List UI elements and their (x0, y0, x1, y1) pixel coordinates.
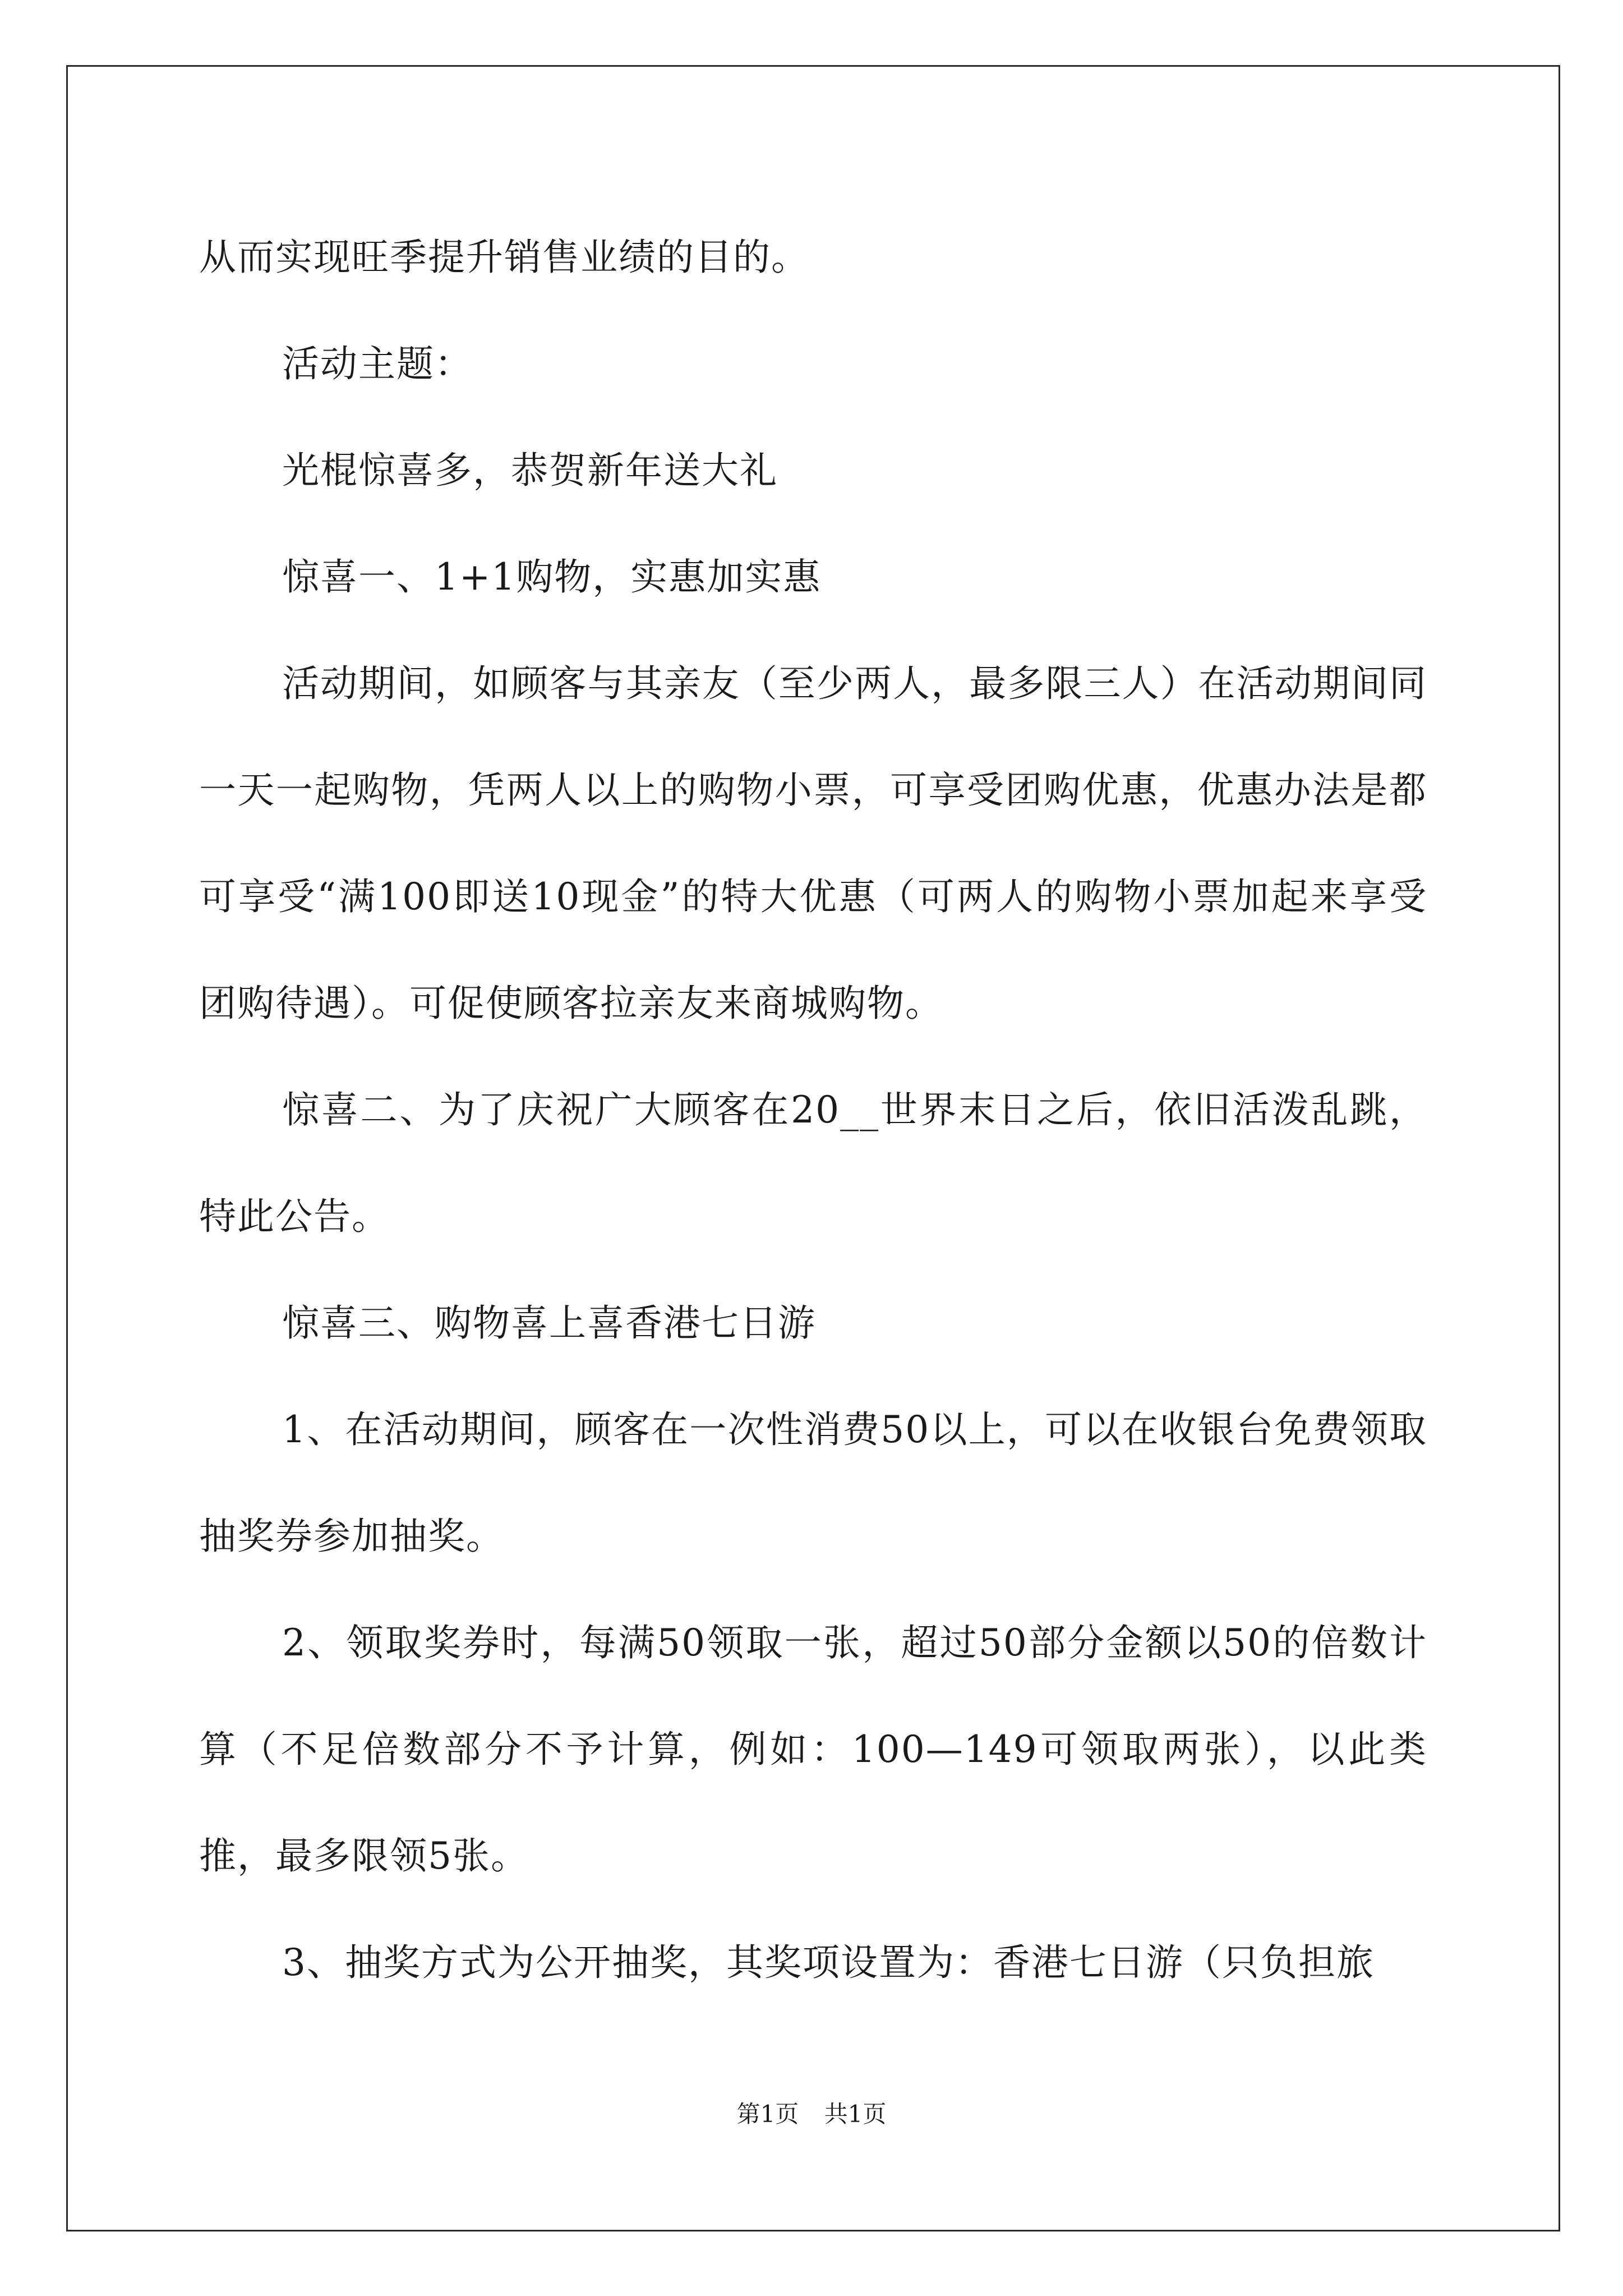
paragraph-theme: 光棍惊喜多，恭贺新年送大礼 (282, 449, 778, 492)
paragraph-rule-two: 2、领取奖券时，每满50领取一张，超过50部分金额以50的倍数计算（不足倍数部分不予计算，例如：100—149可领取两张），以此类推，最多限领5张。 (199, 1621, 1427, 1878)
document-body (199, 204, 1427, 2016)
paragraph-rule-one: 1、在活动期间，顾客在一次性消费50以上，可以在收银台免费领取抽奖券参加抽奖。 (199, 1408, 1427, 1558)
page-number: 第1页 (736, 2100, 799, 2128)
paragraph-surprise-three-heading: 惊喜三、购物喜上喜香港七日游 (282, 1301, 816, 1345)
page-total: 共1页 (824, 2100, 887, 2128)
paragraph-surprise-one-body: 活动期间，如顾客与其亲友（至少两人，最多限三人）在活动期间同一天一起购物，凭两人以上的购物小票，可享受团购优惠，优惠办法是都可享受“满100即送10现金”的特大优惠（可两人的购物小票加起来享受团购待遇）。可促使顾客拉亲友来商城购物。 (199, 662, 1427, 1025)
paragraph-rule-three: 3、抽奖方式为公开抽奖，其奖项设置为：香港七日游（只负担旅 (282, 1941, 1375, 1984)
paragraph-theme-heading: 活动主题： (282, 342, 473, 385)
paragraph-surprise-one-heading: 惊喜一、1+1购物，实惠加实惠 (282, 555, 822, 599)
page-footer (0, 2096, 1623, 2129)
paragraph-intro-continuation: 从而实现旺季提升销售业绩的目的。 (199, 236, 809, 279)
paragraph-surprise-two: 惊喜二、为了庆祝广大顾客在20__世界末日之后，依旧活泼乱跳，特此公告。 (199, 1088, 1427, 1238)
